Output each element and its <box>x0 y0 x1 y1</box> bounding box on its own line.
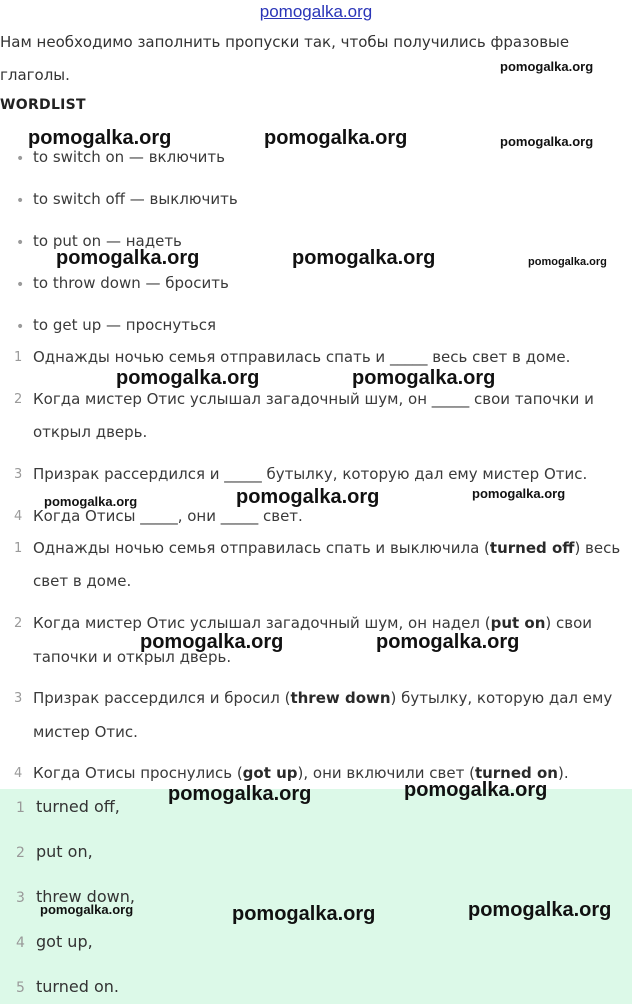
solution-text: Когда мистер Отис услышал загадочный шум, он надел ( <box>33 614 491 632</box>
wordlist-item: to put on — надеть <box>33 232 182 250</box>
solution-phrasal-verb: turned on <box>474 764 558 782</box>
solution-text: ) бутылку, которую дал ему <box>390 689 613 707</box>
watermark: pomogalka.org <box>168 783 312 805</box>
watermark: pomogalka.org <box>500 59 594 74</box>
wordlist-item: to get up — проснуться <box>33 316 217 334</box>
watermark: pomogalka.org <box>528 256 607 268</box>
watermark: pomogalka.org <box>292 247 436 269</box>
answer-number: 2 <box>16 845 25 861</box>
solution-phrasal-verb: put on <box>490 614 546 632</box>
watermark: pomogalka.org <box>40 902 134 917</box>
watermark: pomogalka.org <box>264 127 408 149</box>
solution-text: ) свои <box>545 614 593 632</box>
solution-line: свет в доме. <box>33 572 132 590</box>
answer-item: put on, <box>36 842 93 861</box>
solution-phrasal-verb: threw down <box>290 689 391 707</box>
exercise-line: открыл дверь. <box>33 423 148 441</box>
bullet-icon: • <box>16 319 25 335</box>
solution-text: ) весь <box>574 539 621 557</box>
exercise-line: Когда мистер Отис услышал загадочный шум, он _____ свои тапочки и <box>33 390 594 408</box>
solution-number: 3 <box>14 691 23 706</box>
wordlist-item: to switch off — выключить <box>33 190 238 208</box>
intro-text-line-2: глаголы. <box>0 66 70 84</box>
solution-text: ). <box>557 764 569 782</box>
solution-text: Когда Отисы проснулись ( <box>33 764 243 782</box>
exercise-number: 4 <box>14 509 23 524</box>
watermark: pomogalka.org <box>236 486 380 508</box>
solution-line: тапочки и открыл дверь. <box>33 648 232 666</box>
solution-text: Призрак рассердился и бросил ( <box>33 689 291 707</box>
answer-item: threw down, <box>36 887 135 906</box>
solution-text: ), они включили свет ( <box>297 764 475 782</box>
solution-line <box>33 689 612 707</box>
answer-number: 1 <box>16 800 25 816</box>
wordlist-heading: WORDLIST <box>0 97 86 113</box>
watermark: pomogalka.org <box>500 134 594 149</box>
solution-line: мистер Отис. <box>33 723 138 741</box>
watermark: pomogalka.org <box>468 899 612 921</box>
watermark: pomogalka.org <box>116 367 260 389</box>
wordlist-item: to switch on — включить <box>33 148 226 166</box>
watermark: pomogalka.org <box>28 127 172 149</box>
solution-phrasal-verb: turned off <box>489 539 575 557</box>
bullet-icon: • <box>16 151 25 167</box>
exercise-number: 3 <box>14 467 23 482</box>
bullet-icon: • <box>16 235 25 251</box>
watermark: pomogalka.org <box>352 367 496 389</box>
solution-text: Однажды ночью семья отправилась спать и выключила ( <box>33 539 490 557</box>
answer-number: 3 <box>16 890 25 906</box>
bullet-icon: • <box>16 193 25 209</box>
watermark: pomogalka.org <box>404 779 548 801</box>
exercise-number: 2 <box>14 392 23 407</box>
answer-item: turned on. <box>36 977 119 996</box>
answer-item: got up, <box>36 932 93 951</box>
answer-item: turned off, <box>36 797 120 816</box>
watermark: pomogalka.org <box>56 247 200 269</box>
solution-number: 1 <box>14 541 23 556</box>
watermark: pomogalka.org <box>376 631 520 653</box>
wordlist-item: to throw down — бросить <box>33 274 229 292</box>
solution-number: 4 <box>14 766 23 781</box>
solution-number: 2 <box>14 616 23 631</box>
bullet-icon: • <box>16 277 25 293</box>
exercise-line: Однажды ночью семья отправилась спать и _____ весь свет в доме. <box>33 348 571 366</box>
watermark: pomogalka.org <box>472 486 566 501</box>
exercise-line: Когда Отисы _____, они _____ свет. <box>33 507 303 525</box>
exercise-line: Призрак рассердился и _____ бутылку, которую дал ему мистер Отис. <box>33 465 588 483</box>
exercise-number: 1 <box>14 350 23 365</box>
site-header-link[interactable]: pomogalka.org <box>259 2 373 21</box>
answer-number: 5 <box>16 980 25 996</box>
solution-line <box>33 614 592 632</box>
solution-line <box>33 539 620 557</box>
answer-number: 4 <box>16 935 25 951</box>
watermark: pomogalka.org <box>44 494 138 509</box>
solution-phrasal-verb: got up <box>242 764 298 782</box>
intro-text-line-1: Нам необходимо заполнить пропуски так, чтобы получились фразовые <box>0 33 570 51</box>
watermark: pomogalka.org <box>140 631 284 653</box>
watermark: pomogalka.org <box>232 903 376 925</box>
